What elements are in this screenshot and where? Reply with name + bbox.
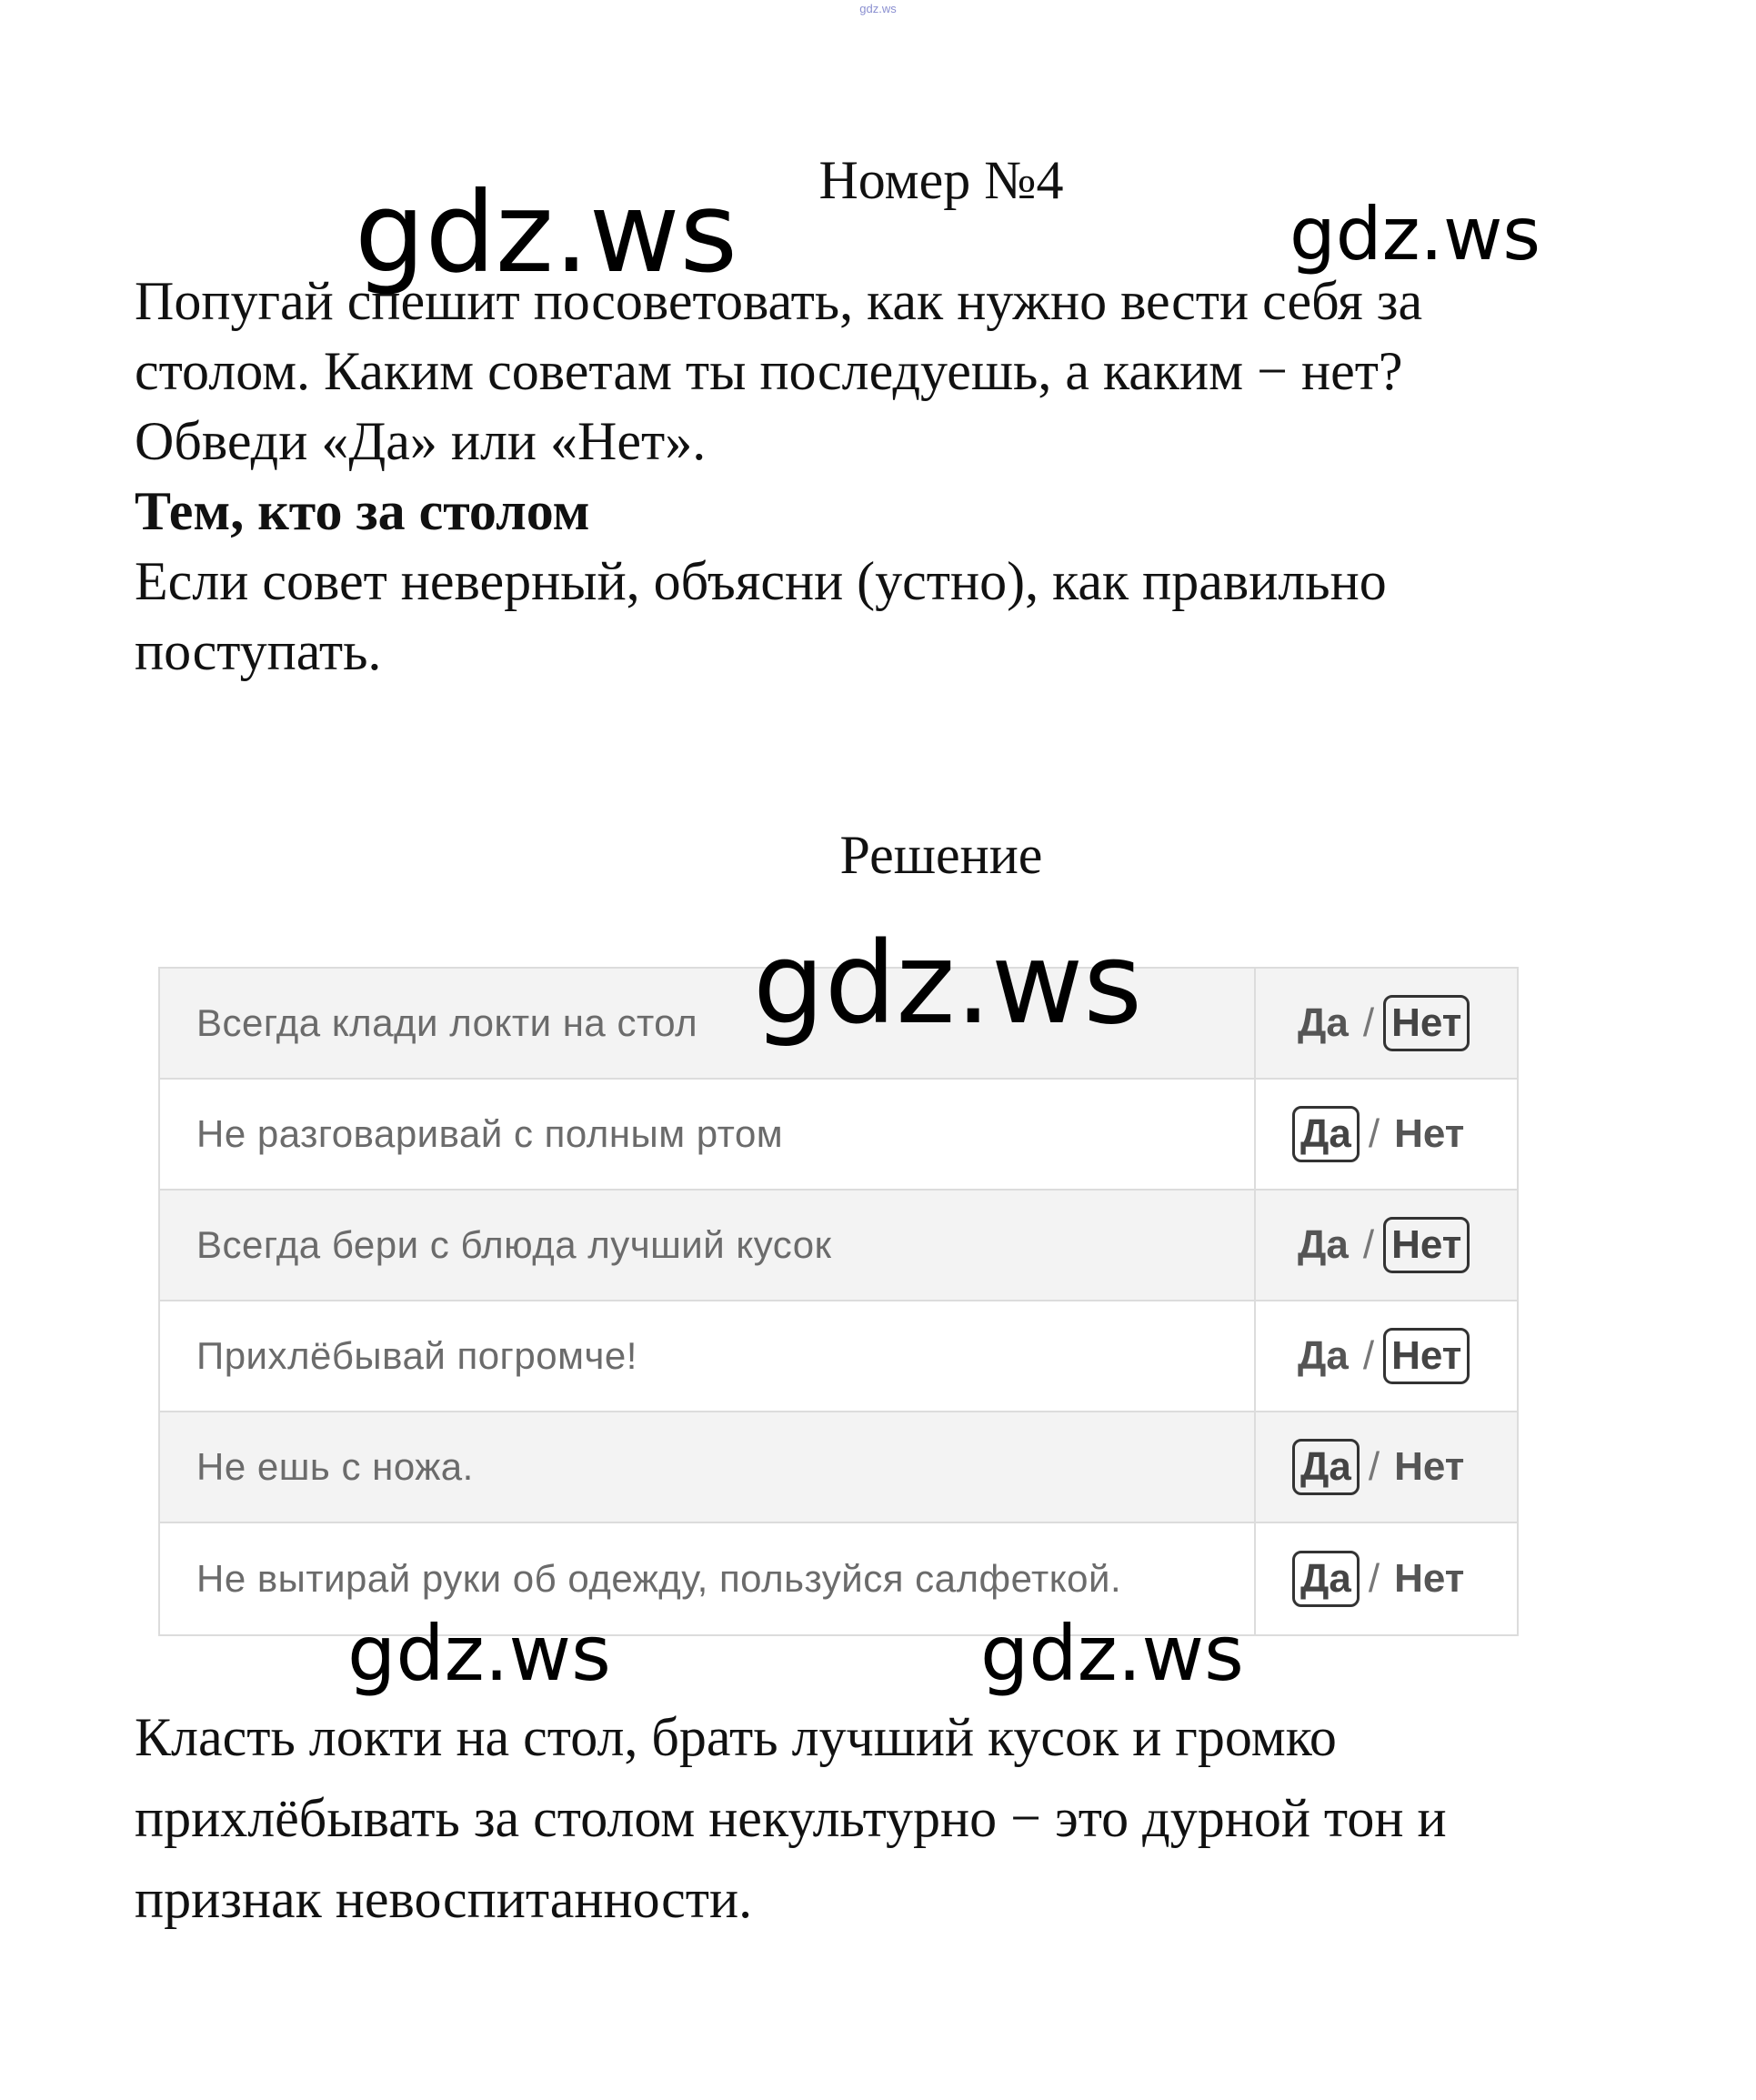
- option-separator: /: [1368, 1111, 1380, 1156]
- option-separator: /: [1362, 1222, 1375, 1267]
- page-title: Номер №4: [818, 150, 1064, 210]
- task-line: Обведи «Да» или «Нет».: [135, 411, 707, 471]
- advice-text: Не вытирай руки об одежду, пользуйся салфеткой.: [160, 1523, 1256, 1634]
- option-no[interactable]: Нет: [1383, 1328, 1470, 1384]
- option-no[interactable]: Нет: [1394, 1444, 1465, 1489]
- answer-cell: [1256, 969, 1517, 1078]
- conclusion-line: признак невоспитанности.: [135, 1869, 753, 1929]
- advice-text: Не ешь с ножа.: [160, 1412, 1256, 1522]
- option-separator: /: [1362, 1333, 1375, 1378]
- watermark: gdz.ws: [980, 1609, 1244, 1698]
- table-row: [160, 1080, 1517, 1191]
- option-yes[interactable]: Да: [1292, 1551, 1360, 1607]
- watermark: gdz.ws: [753, 919, 1142, 1050]
- task-line: столом. Каким советам ты последуешь, а каким − нет?: [135, 341, 1403, 401]
- option-separator: /: [1368, 1444, 1380, 1489]
- task-line: Попугай спешит посоветовать, как нужно вести себя за: [135, 271, 1423, 331]
- advice-text: Всегда клади локти на стол: [160, 969, 1256, 1078]
- advice-text: Не разговаривай с полным ртом: [160, 1080, 1256, 1189]
- table-row: [160, 1191, 1517, 1301]
- site-mark[interactable]: gdz.ws: [859, 2, 897, 15]
- table-row: [160, 1412, 1517, 1523]
- option-separator: /: [1368, 1556, 1380, 1601]
- advice-text: Прихлёбывай погромче!: [160, 1301, 1256, 1411]
- option-separator: /: [1362, 1000, 1375, 1045]
- watermark: gdz.ws: [355, 168, 738, 297]
- option-no[interactable]: Нет: [1383, 995, 1470, 1051]
- conclusion-line: Класть локти на стол, брать лучший кусок и громко: [135, 1707, 1337, 1767]
- conclusion-line: прихлёбывать за столом некультурно − это дурной тон и: [135, 1788, 1447, 1848]
- answer-cell: [1256, 1523, 1517, 1634]
- task-line: поступать.: [135, 621, 382, 681]
- option-yes[interactable]: Да: [1292, 1439, 1360, 1495]
- option-no[interactable]: Нет: [1383, 1217, 1470, 1273]
- conclusion-text: [135, 1697, 1699, 1940]
- advice-text: Всегда бери с блюда лучший кусок: [160, 1191, 1256, 1300]
- solution-title: Решение: [839, 825, 1043, 885]
- option-yes[interactable]: Да: [1298, 1333, 1349, 1378]
- option-yes[interactable]: Да: [1292, 1106, 1360, 1162]
- option-yes[interactable]: Да: [1298, 1222, 1349, 1267]
- watermark: gdz.ws: [347, 1609, 611, 1698]
- answer-cell: [1256, 1080, 1517, 1189]
- option-yes[interactable]: Да: [1298, 1000, 1349, 1045]
- answer-cell: [1256, 1191, 1517, 1300]
- task-bold-heading: Тем, кто за столом: [135, 481, 590, 541]
- watermark: gdz.ws: [1289, 192, 1541, 276]
- task-text: [135, 266, 1681, 687]
- table-row: [160, 1301, 1517, 1412]
- task-line: Если совет неверный, объясни (устно), как правильно: [135, 551, 1387, 611]
- advice-table: [158, 967, 1519, 1636]
- answer-cell: [1256, 1301, 1517, 1411]
- option-no[interactable]: Нет: [1394, 1556, 1465, 1601]
- option-no[interactable]: Нет: [1394, 1111, 1465, 1156]
- answer-cell: [1256, 1412, 1517, 1522]
